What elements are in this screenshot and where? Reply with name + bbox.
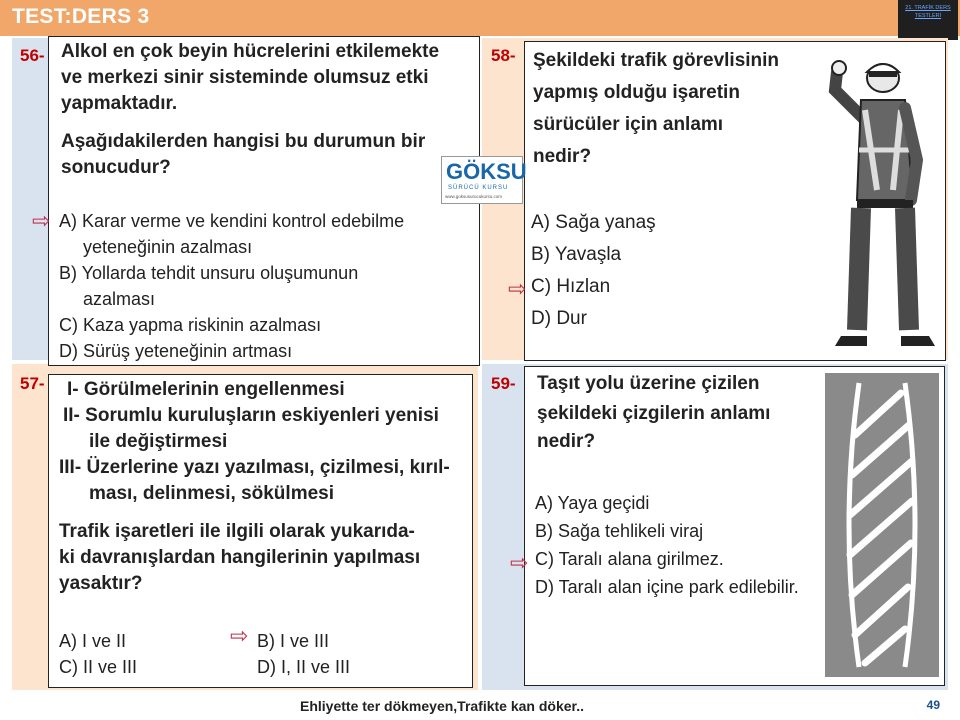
question-number-58: 58- <box>491 46 516 65</box>
q56-option-b-cont: azalması <box>83 289 156 309</box>
q57-question: yasaktır? <box>59 573 143 594</box>
question-number-56: 56- <box>20 46 45 65</box>
q59-question: nedir? <box>537 431 596 452</box>
q57-option-c[interactable]: C) II ve III <box>59 657 138 677</box>
logo-url: www.goksusurucukursu.com <box>445 194 503 199</box>
corner-link[interactable]: 21. TRAFİK DERS TESTLERİ <box>905 5 951 19</box>
footer-motto: Ehliyette ter dökmeyen,Trafikte kan döker.. <box>300 698 584 714</box>
q58-option-d[interactable]: D) Dur <box>531 308 587 329</box>
q57-item: III- Üzerlerine yazı yazılması, çizilmesi, kırıl- <box>59 457 450 478</box>
q56-question: sonucudur? <box>61 157 171 178</box>
q56-option-b[interactable]: B) Yollarda tehdit unsuru oluşumunun <box>59 263 359 283</box>
q56-option-a[interactable]: A) Karar verme ve kendini kontrol edebilme <box>59 211 405 231</box>
question-card-59 <box>524 366 945 686</box>
q58-question: yapmış olduğu işaretin <box>533 82 740 103</box>
answer-arrow-icon: ⇨ <box>510 550 529 575</box>
q57-option-b[interactable]: B) I ve III <box>257 631 330 651</box>
q56-line: ve merkezi sinir sisteminde olumsuz etki <box>61 67 429 88</box>
q57-item: ile değiştirmesi <box>89 431 228 452</box>
logo-name: GÖKSU <box>446 159 527 184</box>
q57-item: II- Sorumlu kuruluşların eskiyenleri yenisi <box>63 405 439 426</box>
q57-option-a[interactable]: A) I ve II <box>59 631 127 651</box>
q58-question: nedir? <box>533 146 592 167</box>
answer-arrow-icon: ⇨ <box>230 623 249 648</box>
q56-option-d[interactable]: D) Sürüş yeteneğinin artması <box>59 341 293 361</box>
question-card-57 <box>48 374 473 688</box>
q56-option-c[interactable]: C) Kaza yapma riskinin azalması <box>59 315 322 335</box>
q58-option-a[interactable]: A) Sağa yanaş <box>531 212 656 233</box>
traffic-officer-illustration <box>805 50 945 358</box>
q56-line: Alkol en çok beyin hücrelerini etkilemekte <box>61 41 440 62</box>
q59-option-a[interactable]: A) Yaya geçidi <box>535 493 650 513</box>
footer <box>0 694 960 720</box>
corner-link-box[interactable] <box>898 0 958 40</box>
q59-question: Taşıt yolu üzerine çizilen <box>537 373 760 394</box>
q58-question: sürücüler için anlamı <box>533 114 724 135</box>
q58-option-c[interactable]: C) Hızlan <box>531 276 611 297</box>
answer-arrow-icon: ⇨ <box>32 208 51 233</box>
goksu-logo <box>441 156 527 204</box>
q56-question: Aşağıdakilerden hangisi bu durumun bir <box>61 131 426 152</box>
q57-item: I- Görülmelerinin engellenmesi <box>67 379 345 400</box>
q57-option-d[interactable]: D) I, II ve III <box>257 657 351 677</box>
q57-question: Trafik işaretleri ile ilgili olarak yukarıda- <box>59 521 415 542</box>
q57-item: ması, delinmesi, sökülmesi <box>89 483 334 504</box>
q57-question: ki davranışlardan hangilerinin yapılması <box>59 547 421 568</box>
q59-option-c[interactable]: C) Taralı alana girilmez. <box>535 549 724 569</box>
logo-subtitle: SÜRÜCÜ KURSU <box>448 185 509 191</box>
q59-option-d[interactable]: D) Taralı alan içine park edilebilir. <box>535 577 799 597</box>
header-bar <box>0 0 960 36</box>
question-card-56 <box>48 36 480 366</box>
question-number-59: 59- <box>491 374 516 393</box>
page-number: 49 <box>926 698 940 712</box>
q56-line: yapmaktadır. <box>61 93 178 114</box>
hatched-area-illustration <box>825 373 939 677</box>
q56-option-a-cont: yeteneğinin azalması <box>83 237 253 257</box>
q58-option-b[interactable]: B) Yavaşla <box>531 244 622 265</box>
question-number-57: 57- <box>20 374 45 393</box>
question-card-58 <box>524 41 946 361</box>
test-title: TEST:DERS 3 <box>12 5 150 28</box>
q59-question: şekildeki çizgilerin anlamı <box>537 403 771 424</box>
q58-question: Şekildeki trafik görevlisinin <box>533 50 780 71</box>
answer-arrow-icon: ⇨ <box>508 276 527 301</box>
q59-option-b[interactable]: B) Sağa tehlikeli viraj <box>535 521 704 541</box>
